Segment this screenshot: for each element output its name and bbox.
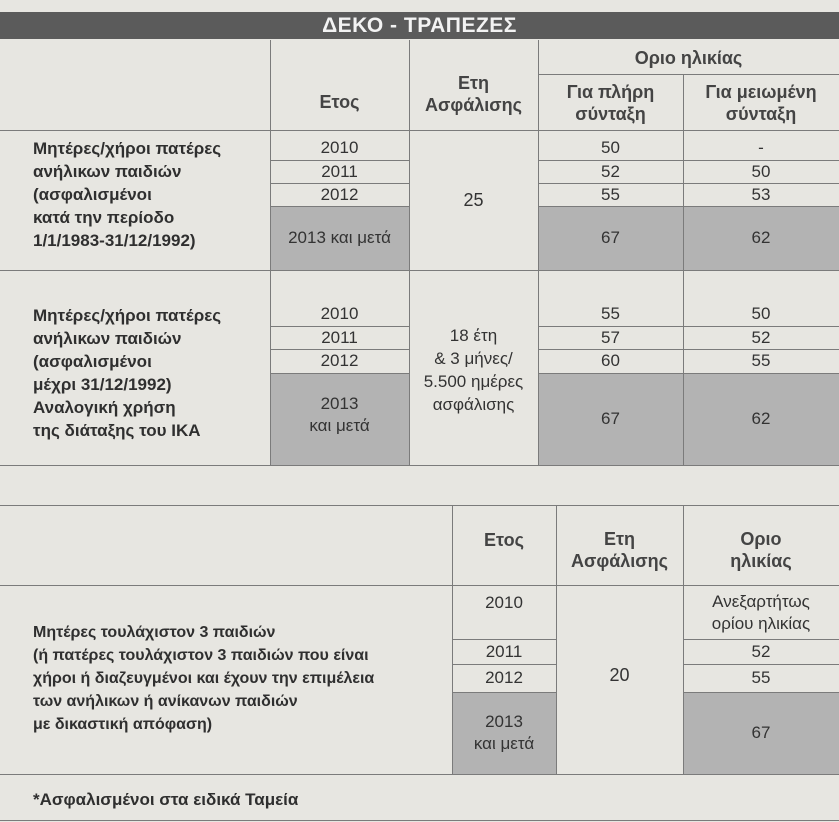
t1-header-years-ins-l2: Ασφάλισης — [425, 95, 522, 115]
t1-hline-group-sep — [0, 270, 839, 271]
t2-label-l4: των ανήλικων ή ανίκανων παιδιών — [33, 693, 298, 710]
title-bar — [0, 12, 839, 39]
t1-g2-year-2011 — [270, 326, 409, 349]
t1-g1-reduced-1-text: 50 — [751, 161, 771, 181]
t1-g1-label-l4: κατά την περίοδο — [33, 208, 175, 227]
t1-g1-full-2-text: 55 — [601, 184, 620, 204]
t2-header-years-ins — [556, 522, 683, 578]
t2-year-2010 — [452, 588, 556, 618]
t1-g1-year-2012-text: 2012 — [320, 184, 359, 204]
t1-g1-label-l5: 1/1/1983-31/12/1992) — [33, 231, 196, 250]
t2-label-l3: χήροι ή διαζευγμένοι και έχουν την επιμέλεια — [33, 670, 375, 687]
t1-g2-year-2012 — [270, 349, 409, 373]
t1-g2-full-1-text: 57 — [601, 327, 620, 347]
t1-g1-years-ins — [409, 130, 538, 270]
t1-header-year-text: Ετος — [319, 92, 360, 112]
t1-g2-year-2013 — [270, 385, 409, 445]
t1-g2-full-3-text: 67 — [601, 409, 620, 428]
t1-g1-full-1-text: 52 — [601, 161, 620, 181]
t2-hline-bottom — [0, 774, 839, 775]
footnote: *Ασφαλισμένοι στα ειδικά Ταμεία — [33, 790, 299, 809]
t2-years-ins — [556, 650, 683, 700]
t1-g1-year-2010-text: 2010 — [320, 138, 359, 157]
t2-year-2011 — [452, 639, 556, 664]
t1-header-years-ins — [409, 64, 538, 124]
t1-g2-label-l4: μέχρι 31/12/1992) — [33, 375, 172, 394]
footnote-bottom-line — [0, 820, 839, 821]
t2-year-2013 — [452, 707, 556, 759]
t2-age-2010-l1: Ανεξαρτήτως — [712, 592, 810, 611]
t1-g1-year-2010 — [270, 136, 409, 160]
t1-g2-years-ins-l2: & 3 μήνες/ — [434, 349, 513, 368]
table-title: ΔΕΚΟ - ΤΡΑΠΕΖΕΣ — [322, 13, 517, 37]
t1-g1-years-ins-text: 25 — [463, 190, 484, 210]
t1-g2-full-0-text: 55 — [601, 304, 620, 323]
t2-year-2012 — [452, 664, 556, 692]
t1-g2-reduced-2 — [683, 349, 839, 373]
t1-g2-label-l3: (ασφαλισμένοι — [33, 352, 152, 371]
t2-years-ins-text: 20 — [609, 665, 630, 685]
t1-header-age-limit-text: Οριο ηλικίας — [634, 48, 743, 68]
t1-g2-year-2013-l1: 2013 — [320, 394, 359, 413]
t1-g2-full-1 — [538, 326, 683, 349]
t2-header-year — [452, 520, 556, 560]
t1-g1-full-2 — [538, 183, 683, 206]
t1-g1-full-0-text: 50 — [601, 138, 620, 157]
t1-g1-label-l2: ανήλικων παιδιών — [33, 162, 182, 181]
t1-g1-reduced-3-text: 62 — [751, 228, 771, 247]
t1-g2-year-2010-text: 2010 — [320, 304, 359, 323]
t2-year-2013-l1: 2013 — [485, 712, 523, 731]
t2-year-2011-text: 2011 — [485, 641, 523, 661]
t2-label — [33, 621, 451, 736]
t2-age-2012-text: 55 — [751, 668, 771, 687]
t2-header-years-ins-l1: Ετη — [603, 529, 636, 549]
t1-g2-full-2 — [538, 349, 683, 373]
t1-header-year — [270, 74, 409, 130]
t1-g1-year-2013-text: 2013 και μετά — [288, 228, 391, 247]
t2-hline-header-bottom — [0, 585, 839, 586]
t1-g1-full-0 — [538, 136, 683, 160]
t1-header-full-l2: σύνταξη — [575, 104, 646, 124]
t1-g2-label-l2: ανήλικων παιδιών — [33, 329, 182, 348]
t1-g2-years-ins — [409, 320, 538, 420]
t1-g2-reduced-3 — [683, 373, 839, 465]
t1-g2-label-l1: Μητέρες/χήροι πατέρες — [33, 306, 222, 325]
t1-g2-reduced-1-text: 52 — [751, 327, 771, 347]
t2-label-l5: με δικαστική απόφαση) — [33, 716, 213, 733]
t1-g2-year-2013-l2: και μετά — [309, 416, 370, 435]
t1-g1-reduced-3 — [683, 206, 839, 270]
t1-g1-reduced-1 — [683, 160, 839, 183]
t1-g1-year-2011-text: 2011 — [321, 161, 358, 181]
t2-header-age-limit — [683, 522, 839, 578]
t1-hline-agelimit — [538, 74, 839, 75]
t2-year-2010-text: 2010 — [485, 593, 523, 612]
t1-g1-label — [33, 137, 269, 252]
t1-header-reduced-l1: Για μειωμένη — [705, 82, 817, 102]
t1-g1-full-3-text: 67 — [601, 228, 620, 247]
t1-g2-full-2-text: 60 — [601, 351, 620, 370]
t1-g2-years-ins-l3: 5.500 ημέρες — [423, 372, 524, 391]
t2-hline-r3 — [452, 692, 556, 693]
t1-g2-year-2011-text: 2011 — [321, 327, 358, 347]
t1-g1-reduced-2-text: 53 — [751, 184, 771, 204]
t1-g1-label-l3: (ασφαλισμένοι — [33, 185, 152, 204]
t1-g2-reduced-0-text: 50 — [751, 304, 771, 323]
t1-g2-year-2012-text: 2012 — [320, 351, 359, 370]
t2-age-2010-l2: ορίου ηλικίας — [711, 614, 811, 633]
t1-g1-year-2011 — [270, 160, 409, 183]
t2-age-2013-text: 67 — [751, 723, 771, 742]
t1-g1-full-1 — [538, 160, 683, 183]
t1-g1-full-3 — [538, 206, 683, 270]
t2-label-l2: (ή πατέρες τουλάχιστον 3 παιδιών που είναι — [33, 647, 369, 664]
t1-g1-year-2012 — [270, 183, 409, 206]
t1-hline-bottom — [0, 465, 839, 466]
t1-g2-full-0 — [538, 302, 683, 326]
t2-age-2012 — [683, 664, 839, 692]
t1-g2-years-ins-l4: ασφάλισης — [432, 395, 515, 414]
t1-hline-g2-r3 — [270, 373, 409, 374]
t1-header-age-limit — [538, 42, 839, 74]
t2-year-2012-text: 2012 — [485, 668, 523, 687]
t2-age-2011-text: 52 — [751, 641, 771, 661]
t1-g2-year-2010 — [270, 302, 409, 326]
t1-header-reduced-l2: σύνταξη — [725, 104, 797, 124]
t1-g2-years-ins-l1: 18 έτη — [449, 326, 498, 345]
t2-age-2010 — [683, 588, 839, 638]
t1-g1-reduced-2 — [683, 183, 839, 206]
t2-hline-top — [0, 505, 839, 506]
t1-g2-label-l5: Αναλογική χρήση — [33, 398, 176, 417]
t1-g1-reduced-0-text: - — [758, 138, 764, 157]
t1-g2-label — [33, 304, 269, 442]
t2-age-2011 — [683, 639, 839, 664]
t1-g2-reduced-2-text: 55 — [751, 351, 771, 370]
t2-age-2013 — [683, 692, 839, 774]
t1-header-years-ins-l1: Ετη — [457, 73, 490, 93]
t2-header-years-ins-l2: Ασφάλισης — [571, 551, 668, 571]
t1-header-full — [538, 76, 683, 130]
t1-g2-reduced-0 — [683, 302, 839, 326]
t1-g1-year-2013 — [270, 206, 409, 270]
t1-g2-reduced-3-text: 62 — [751, 409, 771, 428]
t2-label-l1: Μητέρες τουλάχιστον 3 παιδιών — [33, 624, 276, 641]
t1-g2-full-3 — [538, 373, 683, 465]
t2-header-year-text: Ετος — [484, 530, 524, 550]
t2-header-age-limit-l1: Οριο — [740, 529, 782, 549]
t1-g2-reduced-1 — [683, 326, 839, 349]
t2-year-2013-l2: και μετά — [473, 734, 535, 753]
t2-header-age-limit-l2: ηλικίας — [730, 551, 792, 571]
t1-g2-label-l6: της διάταξης του ΙΚΑ — [33, 421, 201, 440]
t1-header-reduced — [683, 76, 839, 130]
t1-g1-label-l1: Μητέρες/χήροι πατέρες — [33, 139, 222, 158]
t1-g1-reduced-0 — [683, 136, 839, 160]
t1-header-full-l1: Για πλήρη — [566, 82, 655, 102]
